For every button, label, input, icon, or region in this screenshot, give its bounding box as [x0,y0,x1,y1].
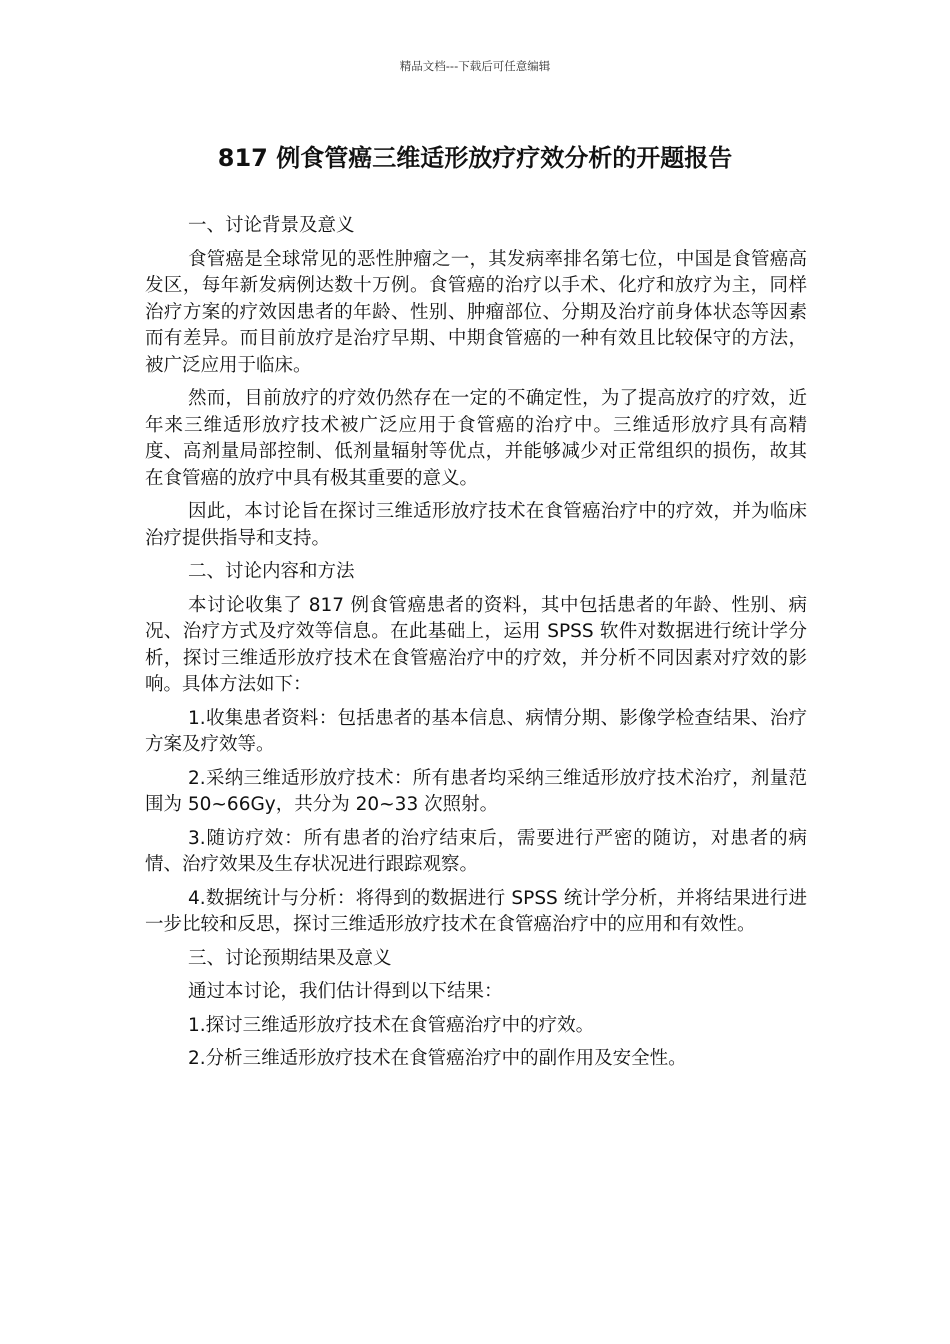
paragraph-methods-intro: 本讨论收集了 817 例食管癌患者的资料，其中包括患者的年龄、性别、病况、治疗方式及疗效等信息。在此基础上，运用 SPSS 软件对数据进行统计学分析，探讨三维适形放疗技术在食管癌治疗中的疗效，并分析不同因素对疗效的影响。具体方法如下： [145,594,807,695]
section-heading-background: 一、讨论背景及意义 [188,215,355,236]
paragraph-background-2: 然而，目前放疗的疗效仍然存在一定的不确定性，为了提高放疗的疗效，近年来三维适形放疗技术被广泛应用于食管癌的治疗中。三维适形放疗具有高精度、高剂量局部控制、低剂量辐射等优点，并能够减少对正常组织的损伤，故其在食管癌的放疗中具有极其重要的意义。 [145,388,807,489]
document-title: 817 例食管癌三维适形放疗疗效分析的开题报告 [217,144,733,172]
method-item-2: 2.采纳三维适形放疗技术：所有患者均采纳三维适形放疗技术治疗，剂量范围为 50~66Gy，共分为 20~33 次照射。 [145,767,807,815]
method-item-4: 4.数据统计与分析：将得到的数据进行 SPSS 统计学分析，并将结果进行进一步比较和反思，探讨三维适形放疗技术在食管癌治疗中的应用和有效性。 [145,887,807,935]
document-body [145,213,807,1080]
method-item-3: 3.随访疗效：所有患者的治疗结束后，需要进行严密的随访，对患者的病情、治疗效果及生存状况进行跟踪观察。 [145,827,807,875]
section-heading-methods: 二、讨论内容和方法 [188,561,355,582]
paragraph-background-1: 食管癌是全球常见的恶性肿瘤之一，其发病率排名第七位，中国是食管癌高发区，每年新发病例达数十万例。食管癌的治疗以手术、化疗和放疗为主，同样治疗方案的疗效因患者的年龄、性别、肿瘤部位、分期及治疗前身体状态等因素而有差异。而目前放疗是治疗早期、中期食管癌的一种有效且比较保守的方法，被广泛应用于临床。 [145,248,807,376]
result-item-1: 1.探讨三维适形放疗技术在食管癌治疗中的疗效。 [188,1014,595,1036]
result-item-2: 2.分析三维适形放疗技术在食管癌治疗中的副作用及安全性。 [188,1048,687,1069]
header-note: 精品文档---下载后可任意编辑 [399,59,551,73]
section-heading-expected-results: 三、讨论预期结果及意义 [188,947,392,969]
paragraph-results-intro: 通过本讨论，我们估计得到以下结果： [188,981,503,1002]
paragraph-background-3: 因此，本讨论旨在探讨三维适形放疗技术在食管癌治疗中的疗效，并为临床治疗提供指导和支持。 [145,501,807,549]
method-item-1: 1.收集患者资料：包括患者的基本信息、病情分期、影像学检查结果、治疗方案及疗效等。 [145,707,807,755]
